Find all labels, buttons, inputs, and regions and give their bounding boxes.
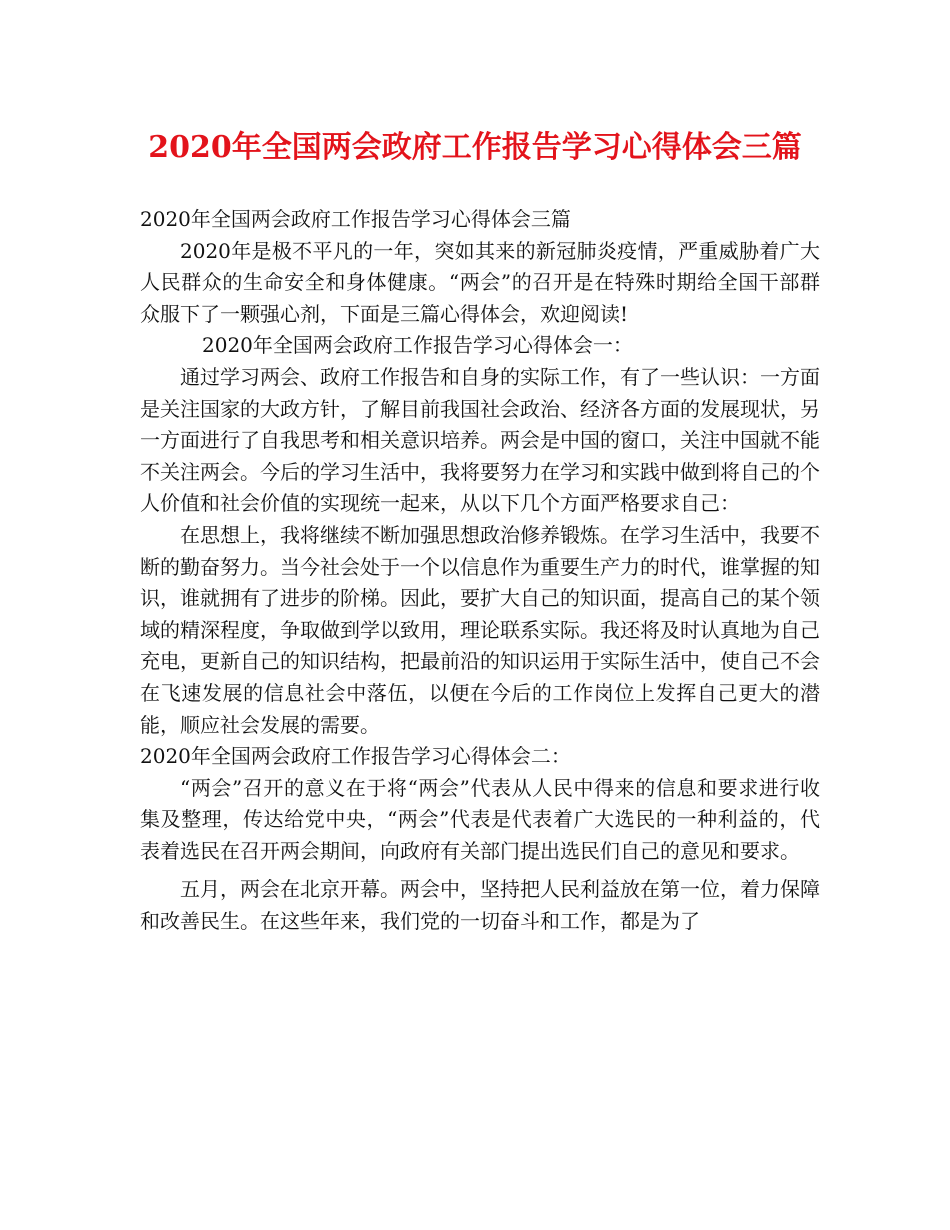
section-heading-2: 2020年全国两会政府工作报告学习心得体会二： <box>140 744 571 769</box>
body-paragraph: 在思想上，我将继续不断加强思想政治修养锻炼。在学习生活中，我要不断的勤奋努力。当今社会处于一个以信息作为重要生产力的时代，谁掌握的知识，谁就拥有了进步的阶梯。因此，要扩大自己的知识面，提高自己的某个领域的精深程度，争取做到学以致用，理论联系实际。我还将及时认真地为自己充电，更新自己的知识结构，把最前沿的知识运用于实际生活中，使自己不会在飞速发展的信息社会中落伍，以便在今后的工作岗位上发挥自己更大的潜能，顺应社会发展的需要。 <box>140 522 820 737</box>
body-paragraph: 五月，两会在北京开幕。两会中，坚持把人民利益放在第一位，着力保障和改善民生。在这些年来，我们党的一切奋斗和工作，都是为了 <box>140 877 820 934</box>
document-title: 2020年全国两会政府工作报告学习心得体会三篇 <box>148 130 802 165</box>
body-paragraph: 通过学习两会、政府工作报告和自身的实际工作，有了一些认识：一方面是关注国家的大政方针，了解目前我国社会政治、经济各方面的发展现状，另一方面进行了自我思考和相关意识培养。两会是中国的窗口，关注中国就不能不关注两会。今后的学习生活中，我将要努力在学习和实践中做到将自己的个人价值和社会价值的实现统一起来，从以下几个方面严格要求自己： <box>140 364 820 516</box>
intro-paragraph: 2020年是极不平凡的一年，突如其来的新冠肺炎疫情，严重威胁着广大人民群众的生命安全和身体健康。“两会”的召开是在特殊时期给全国干部群众服下了一颗强心剂，下面是三篇心得体会，欢迎阅读! <box>140 238 820 326</box>
document-body <box>140 204 820 938</box>
subtitle-paragraph: 2020年全国两会政府工作报告学习心得体会三篇 <box>140 207 571 231</box>
section-heading-1: 2020年全国两会政府工作报告学习心得体会一： <box>202 333 633 358</box>
body-paragraph: “两会”召开的意义在于将“两会”代表从人民中得来的信息和要求进行收集及整理，传达给党中央，“两会”代表是代表着广大选民的一种利益的，代表着选民在召开两会期间，向政府有关部门提出选民们自己的意见和要求。 <box>140 775 820 863</box>
